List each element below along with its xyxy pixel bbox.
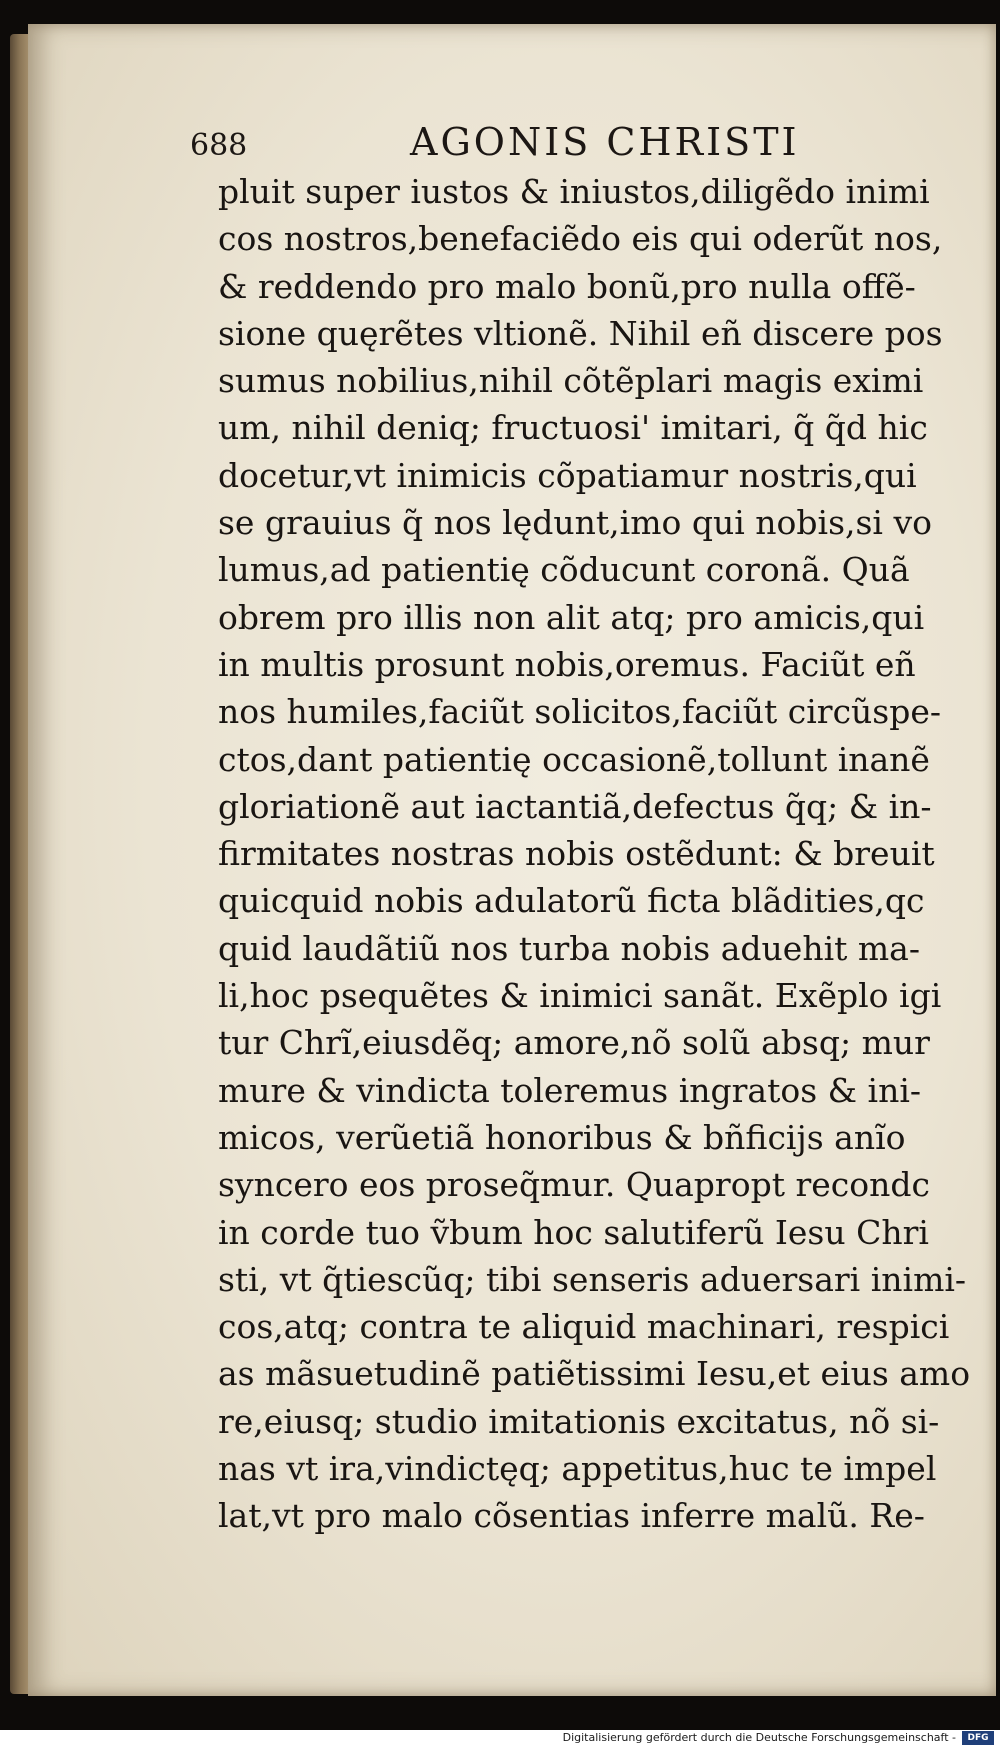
text-line: quid laudãtiũ nos turba nobis aduehit ma- [218,928,920,968]
text-line: nas vt ira,vindictęq; appetitus,huc te impel [218,1449,937,1489]
text-line: as mãsuetudinẽ patiẽtissimi Iesu,et eius amo [218,1354,971,1394]
text-line: ctos,dant patientię occasionẽ,tollunt inanẽ [218,739,930,779]
text-line: cos nostros,benefaciẽdo eis qui oderũt nos, [218,219,943,259]
text-line: nos humiles,faciũt solicitos,faciũt circũspe- [218,692,942,732]
running-head: AGONIS CHRISTI [410,120,800,164]
text-line: cos,atq; contra te aliquid machinari, respici [218,1307,950,1347]
text-line: sione quęrẽtes vltionẽ. Nihil eñ discere pos [218,313,943,353]
digitization-credit: Digitalisierung gefördert durch die Deutsche Forschungsgemeinschaft - [562,1731,956,1744]
dfg-logo: DFG [962,1731,994,1745]
text-line: li,hoc psequẽtes & inimici sanãt. Exẽplo igi [218,976,942,1016]
text-line: gloriationẽ aut iactantiã,defectus q̃q; & in- [218,786,932,826]
text-line: quicquid nobis adulatorũ ficta blãdities,qc [218,881,925,921]
text-line: se grauius q̃ nos lędunt,imo qui nobis,si vo [218,503,932,543]
text-line: & reddendo pro malo bonũ,pro nulla offẽ- [218,266,916,306]
text-line: lumus,ad patientię cõducunt coronã. Quã [218,550,910,590]
page-number: 688 [190,128,248,163]
body-text [218,168,971,1540]
text-line: obrem pro illis non alit atq; pro amicis,qui [218,597,925,637]
text-line: in multis prosunt nobis,oremus. Faciũt eñ [218,644,916,684]
text-line: lat,vt pro malo cõsentias inferre malũ. Re- [218,1496,925,1536]
text-line: mure & vindicta toleremus ingratos & ini- [218,1070,922,1110]
text-line: um, nihil deniq; fructuosi' imitari, q̃ q̃d hic [218,408,928,448]
text-line: sti, vt q̃tiescũq; tibi senseris aduersari inimi- [218,1259,967,1299]
text-line: tur Chrĩ,eiusdẽq; amore,nõ solũ absq; mur [218,1023,930,1063]
text-line: pluit super iustos & iniustos,diligẽdo inimi [218,172,930,211]
text-line: micos, verũetiã honoribus & bñficijs anĩo [218,1117,906,1157]
text-line: syncero eos proseq̃mur. Quapropt recondc [218,1165,930,1205]
text-line: in corde tuo ṽbum hoc salutiferũ Iesu Chri [218,1212,929,1252]
text-line: firmitates nostras nobis ostẽdunt: & breuit [218,834,935,874]
text-line: docetur,vt inimicis cõpatiamur nostris,qui [218,455,917,495]
text-line: sumus nobilius,nihil cõtẽplari magis eximi [218,361,924,401]
text-line: re,eiusq; studio imitationis excitatus, nõ si- [218,1401,940,1441]
